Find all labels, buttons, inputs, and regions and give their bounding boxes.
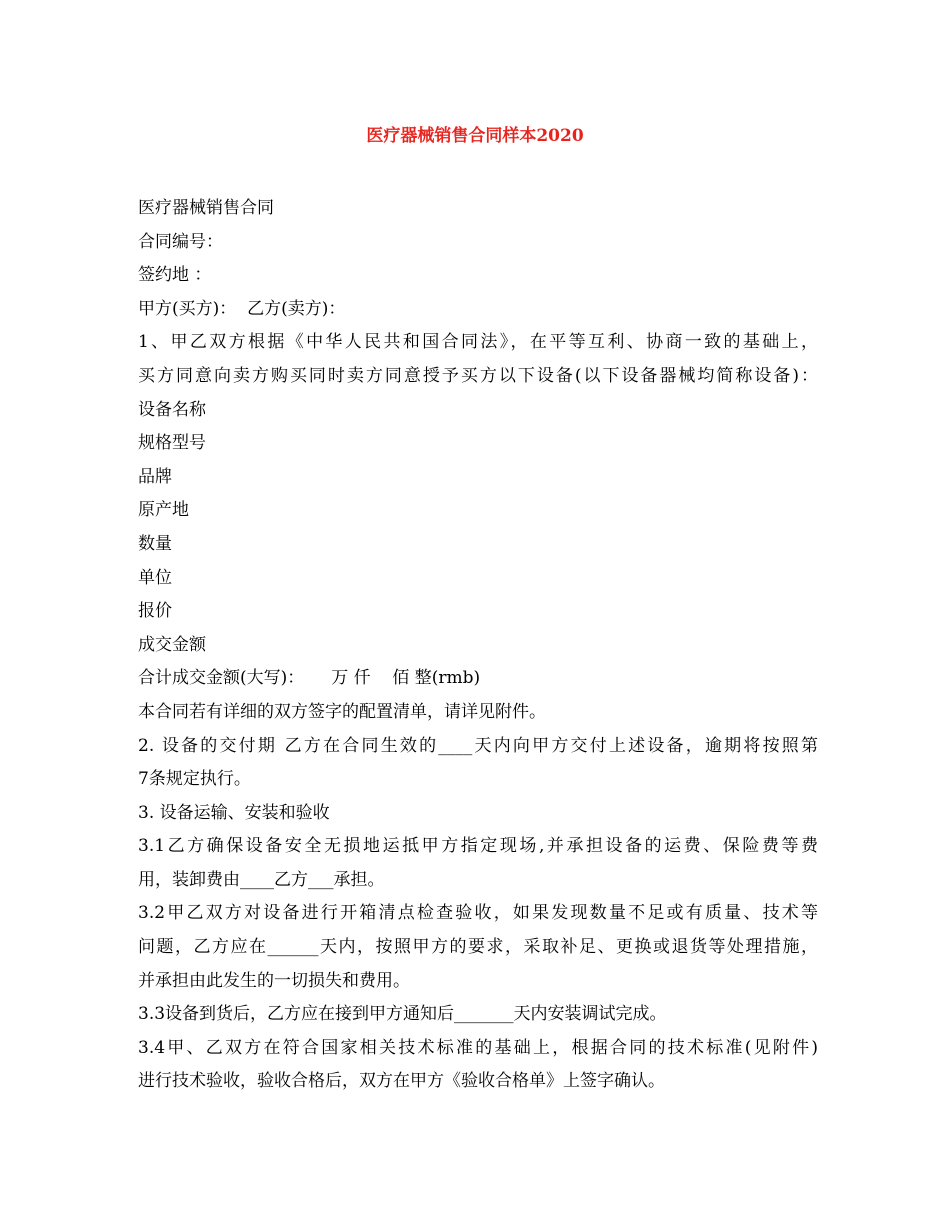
document-title: 医疗器械销售合同样本2020 [366, 126, 584, 146]
body-line: 报价 [138, 601, 172, 622]
body-line: 进行技术验收，验收合格后，双方在甲方《验收合格单》上签字确认。 [138, 1071, 665, 1092]
body-line: 原产地 [138, 500, 189, 521]
body-line: 并承担由此发生的一切损失和费用。 [138, 970, 410, 991]
body-line: 3. 设备运输、安装和验收 [138, 802, 330, 823]
body-line: 甲方(买方)： 乙方(卖方)： [138, 298, 346, 319]
body-line: 用，装卸费由____乙方___承担。 [138, 869, 385, 890]
body-line: 设备名称 [138, 399, 206, 420]
body-line: 3.2甲乙双方对设备进行开箱清点检查验收，如果发现数量不足或有质量、技术等 [138, 903, 818, 924]
body-line: 3.3设备到货后，乙方应在接到甲方通知后_______天内安装调试完成。 [138, 1004, 667, 1025]
body-line: 7条规定执行。 [138, 769, 251, 790]
body-line: 2. 设备的交付期 乙方在合同生效的____天内向甲方交付上述设备，逾期将按照第 [138, 735, 818, 756]
body-line: 3.1乙方确保设备安全无损地运抵甲方指定现场,并承担设备的运费、保险费等费 [138, 836, 818, 857]
body-line: 成交金额 [138, 634, 206, 655]
body-line: 数量 [138, 533, 172, 554]
body-line: 买方同意向卖方购买同时卖方同意授予买方以下设备(以下设备器械均简称设备)： [138, 365, 818, 386]
body-line: 规格型号 [138, 433, 206, 454]
body-line: 医疗器械销售合同 [138, 198, 274, 218]
body-line: 签约地 ： [138, 265, 212, 286]
body-line: 单位 [138, 567, 172, 588]
body-line: 合计成交金额(大写)： 万 仟 佰 整(rmb) [138, 668, 481, 689]
body-line: 品牌 [138, 466, 172, 487]
contract-body [138, 192, 818, 1099]
body-line: 本合同若有详细的双方签字的配置清单，请详见附件。 [138, 701, 546, 722]
body-line: 合同编号： [138, 231, 223, 252]
body-line: 3.4甲、乙双方在符合国家相关技术标准的基础上，根据合同的技术标准(见附件) [138, 1037, 818, 1058]
body-line: 1、甲乙双方根据《中华人民共和国合同法》，在平等互利、协商一致的基础上， [138, 332, 818, 353]
body-line: 问题，乙方应在______天内，按照甲方的要求，采取补足、更换或退货等处理措施， [138, 937, 818, 958]
